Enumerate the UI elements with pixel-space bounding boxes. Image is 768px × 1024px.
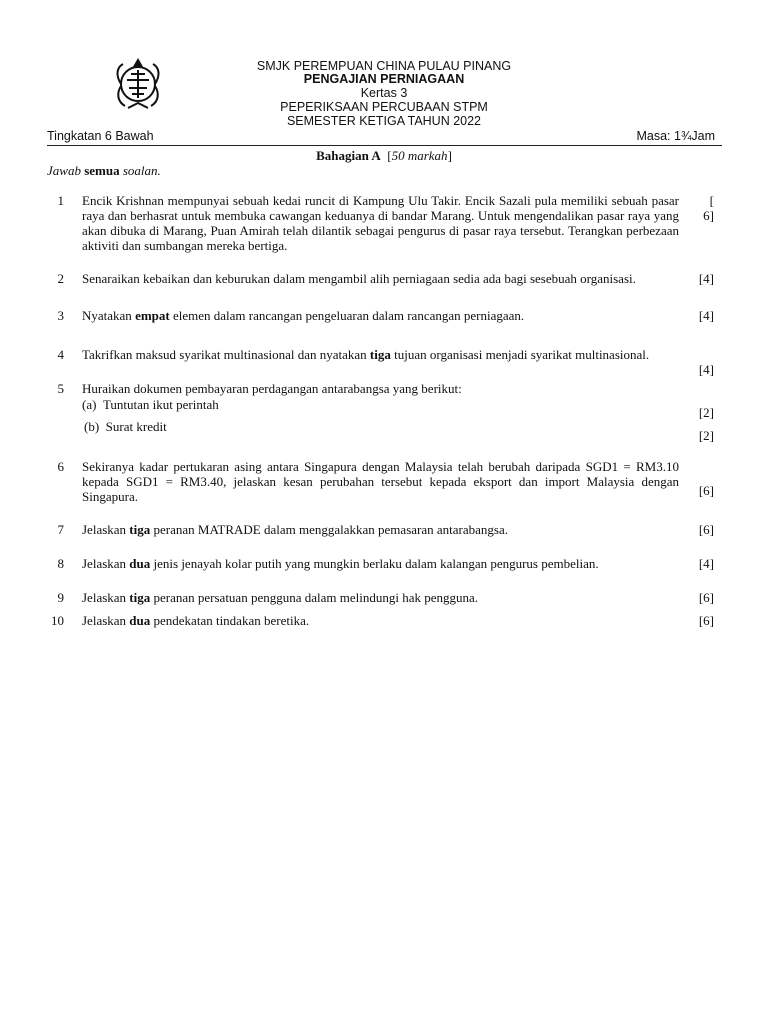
sub-question-b: (b) Surat kredit	[84, 419, 167, 434]
question-mark: [4]	[698, 556, 714, 571]
question-text: Encik Krishnan mempunyai sebuah kedai runcit di Kampung Ulu Takir. Encik Sazali pula memiliki sebuah pasar raya dan berhasrat untuk membuka cawangan keduanya di bandar Marang. Untuk mengendalikan pasar raya yang akan dibuka di Marang, Puan Amirah telah dilantik sebagai pengurus di pasar raya tersebut. Terangkan perbezaan aktiviti dan sumbangan mereka bertiga.	[82, 193, 679, 253]
question-text: Nyatakan empat elemen dalam rancangan pengeluaran dalam rancangan perniagaan.	[82, 308, 525, 323]
question-mark: [6]	[698, 590, 714, 605]
question-mark: [6]	[698, 613, 714, 628]
sub-question-a: (a) Tuntutan ikut perintah	[82, 397, 219, 412]
question-mark: [4]	[698, 362, 714, 377]
question-number: 7	[57, 522, 64, 537]
question-text: Sekiranya kadar pertukaran asing antara Singapura dengan Malaysia telah berubah daripada SGD1 = RM3.10 kepada SGD1 = RM3.40, jelaskan kesan perubahan tersebut kepada eksport dan import Malaysia dengan Singapura.	[82, 459, 679, 504]
question-number: 4	[57, 347, 64, 362]
question-mark: [2]	[698, 405, 714, 420]
question-text: Jelaskan dua pendekatan tindakan beretika.	[82, 613, 310, 628]
question-text: Jelaskan tiga peranan MATRADE dalam menggalakkan pemasaran antarabangsa.	[82, 522, 508, 537]
section-marks: 50 markah	[391, 148, 448, 163]
question-number: 5	[57, 381, 64, 396]
question-number: 6	[57, 459, 64, 474]
section-title: Bahagian A	[316, 148, 381, 163]
question-number: 3	[57, 308, 64, 323]
time-allowed: Masa: 1¾Jam	[636, 129, 715, 143]
question-mark: [2]	[698, 428, 714, 443]
question-number: 2	[57, 271, 64, 286]
form-level: Tingkatan 6 Bawah	[47, 129, 154, 143]
exam-title: PEPERIKSAAN PERCUBAAN STPM	[280, 100, 488, 114]
header-divider	[47, 145, 722, 146]
paper-number: Kertas 3	[360, 86, 408, 100]
subject-title: PENGAJIAN PERNIAGAAN	[303, 72, 465, 86]
question-mark: [6]	[698, 483, 714, 498]
question-mark: [6]	[698, 522, 714, 537]
question-text: Senaraikan kebaikan dan keburukan dalam mengambil alih perniagaan sedia ada bagi sesebuah organisasi.	[82, 271, 636, 286]
question-text: Takrifkan maksud syarikat multinasional dan nyatakan tiga tujuan organisasi menjadi syarikat multinasional.	[82, 347, 650, 362]
question-number: 10	[51, 613, 64, 628]
section-heading: Bahagian A [50 markah]	[316, 148, 452, 163]
question-mark: [4]	[698, 308, 714, 323]
section-instruction: Jawab semua soalan.	[47, 163, 161, 178]
semester-title: SEMESTER KETIGA TAHUN 2022	[286, 114, 482, 128]
school-crest-icon	[112, 56, 164, 112]
question-number: 1	[57, 193, 64, 208]
question-text: Huraikan dokumen pembayaran perdagangan antarabangsa yang berikut:	[82, 381, 462, 396]
question-mark: [	[709, 193, 714, 208]
school-name: SMJK PEREMPUAN CHINA PULAU PINANG	[256, 59, 512, 73]
question-text: Jelaskan dua jenis jenayah kolar putih yang mungkin berlaku dalam kalangan pengurus pembelian.	[82, 556, 599, 571]
question-number: 9	[57, 590, 64, 605]
question-number: 8	[57, 556, 64, 571]
question-mark: [4]	[698, 271, 714, 286]
question-mark: 6]	[703, 208, 714, 223]
question-text: Jelaskan tiga peranan persatuan pengguna dalam melindungi hak pengguna.	[82, 590, 479, 605]
